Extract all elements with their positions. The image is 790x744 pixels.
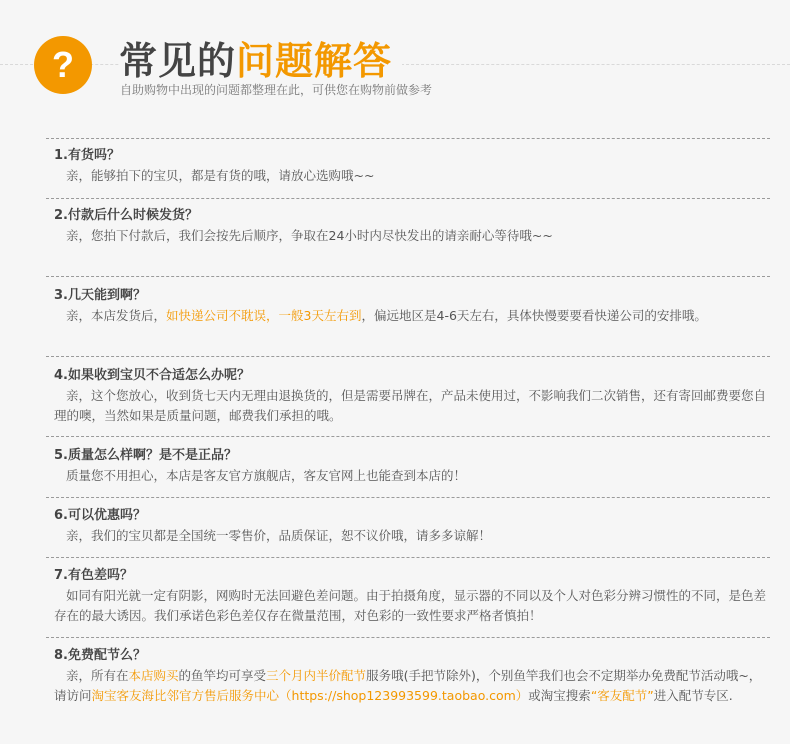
faq-answer [54,306,770,326]
highlight-text: 淘宝客友海比邻官方售后服务中心（https://shop123993599.taobao.com） [91,688,529,703]
highlight-text: “客友配节” [590,688,654,703]
faq-item [46,446,770,486]
faq-question: 1.有货吗？ [54,148,120,163]
faq-divider [46,138,770,139]
faq-divider [46,436,770,437]
faq-answer [54,666,770,706]
faq-question: 5.质量怎么样啊？是不是正品？ [54,448,237,463]
faq-answer [54,586,770,626]
faq-answer [54,526,770,546]
faq-item [46,146,770,186]
answer-text: 如同有阳光就一定有阴影，网购时无法回避色差问题。由于拍摄角度，显示器的不同以及个人对色彩分辨习惯性的不同，是色差存在的最大诱因。我们承诺色彩色差仅存在微量范围，对色彩的一致性要求严格者慎拍！ [54,588,767,623]
faq-answer [54,386,770,426]
answer-text: 亲，这个您放心，收到货七天内无理由退换货的，但是需要吊牌在，产品未使用过，不影响我们二次销售，还有寄回邮费要您自理的噢，当然如果是质量问题，邮费我们承担的哦。 [54,388,767,423]
answer-text: 亲，您拍下付款后，我们会按先后顺序，争取在24小时内尽快发出的请亲耐心等待哦~~ [66,228,553,243]
faq-answer [54,466,770,486]
answer-text: ，偏远地区是4-6天左右，具体快慢要要看快递公司的安排哦。 [361,308,707,323]
faq-divider [46,276,770,277]
faq-answer [54,226,770,246]
faq-item [46,646,770,706]
answer-text: 服务哦(手把节除外)，个别鱼竿我们也会不定期举办免费配节活动哦~，请访问 [54,668,762,703]
faq-question: 3.几天能到啊？ [54,288,146,303]
faq-question: 6.可以优惠吗？ [54,508,146,523]
answer-text: 或淘宝搜索 [528,688,591,703]
faq-item [46,366,770,426]
faq-divider [46,557,770,558]
faq-divider [46,637,770,638]
highlight-text: 本店购买 [128,668,179,683]
highlight-text: 如快递公司不耽误，一般3天左右到 [166,308,362,323]
faq-answer [54,166,770,186]
answer-text: 亲，能够拍下的宝贝，都是有货的哦，请放心选购哦~~ [66,168,375,183]
question-mark-icon: ? [34,36,92,94]
faq-item [46,286,770,326]
faq-question: 7.有色差吗？ [54,568,133,583]
page-header [0,0,790,110]
answer-text: 亲，所有在 [66,668,129,683]
faq-divider [46,356,770,357]
title-dark-part: 常见的 [119,39,237,83]
answer-text: 质量您不用担心，本店是客友官方旗舰店，客友官网上也能查到本店的！ [66,468,467,483]
faq-question: 2.付款后什么时候发货？ [54,208,198,223]
answer-text: 进入配节专区. [653,688,733,703]
faq-item [46,506,770,546]
highlight-text: 三个月内半价配节 [266,668,367,683]
faq-item [46,206,770,246]
answer-text: 亲，本店发货后， [66,308,167,323]
page-subtitle: 自助购物中出现的问题都整理在此，可供您在购物前做参考 [120,83,433,97]
faq-divider [46,497,770,498]
faq-question: 4.如果收到宝贝不合适怎么办呢？ [54,368,250,383]
page-title [119,30,402,83]
faq-divider [46,198,770,199]
faq-item [46,566,770,626]
answer-text: 的鱼竿均可享受 [178,668,267,683]
title-orange-part: 问题解答 [236,39,393,83]
answer-text: 亲，我们的宝贝都是全国统一零售价，品质保证，恕不议价哦，请多多谅解！ [66,528,492,543]
faq-question: 8.免费配节么？ [54,648,146,663]
